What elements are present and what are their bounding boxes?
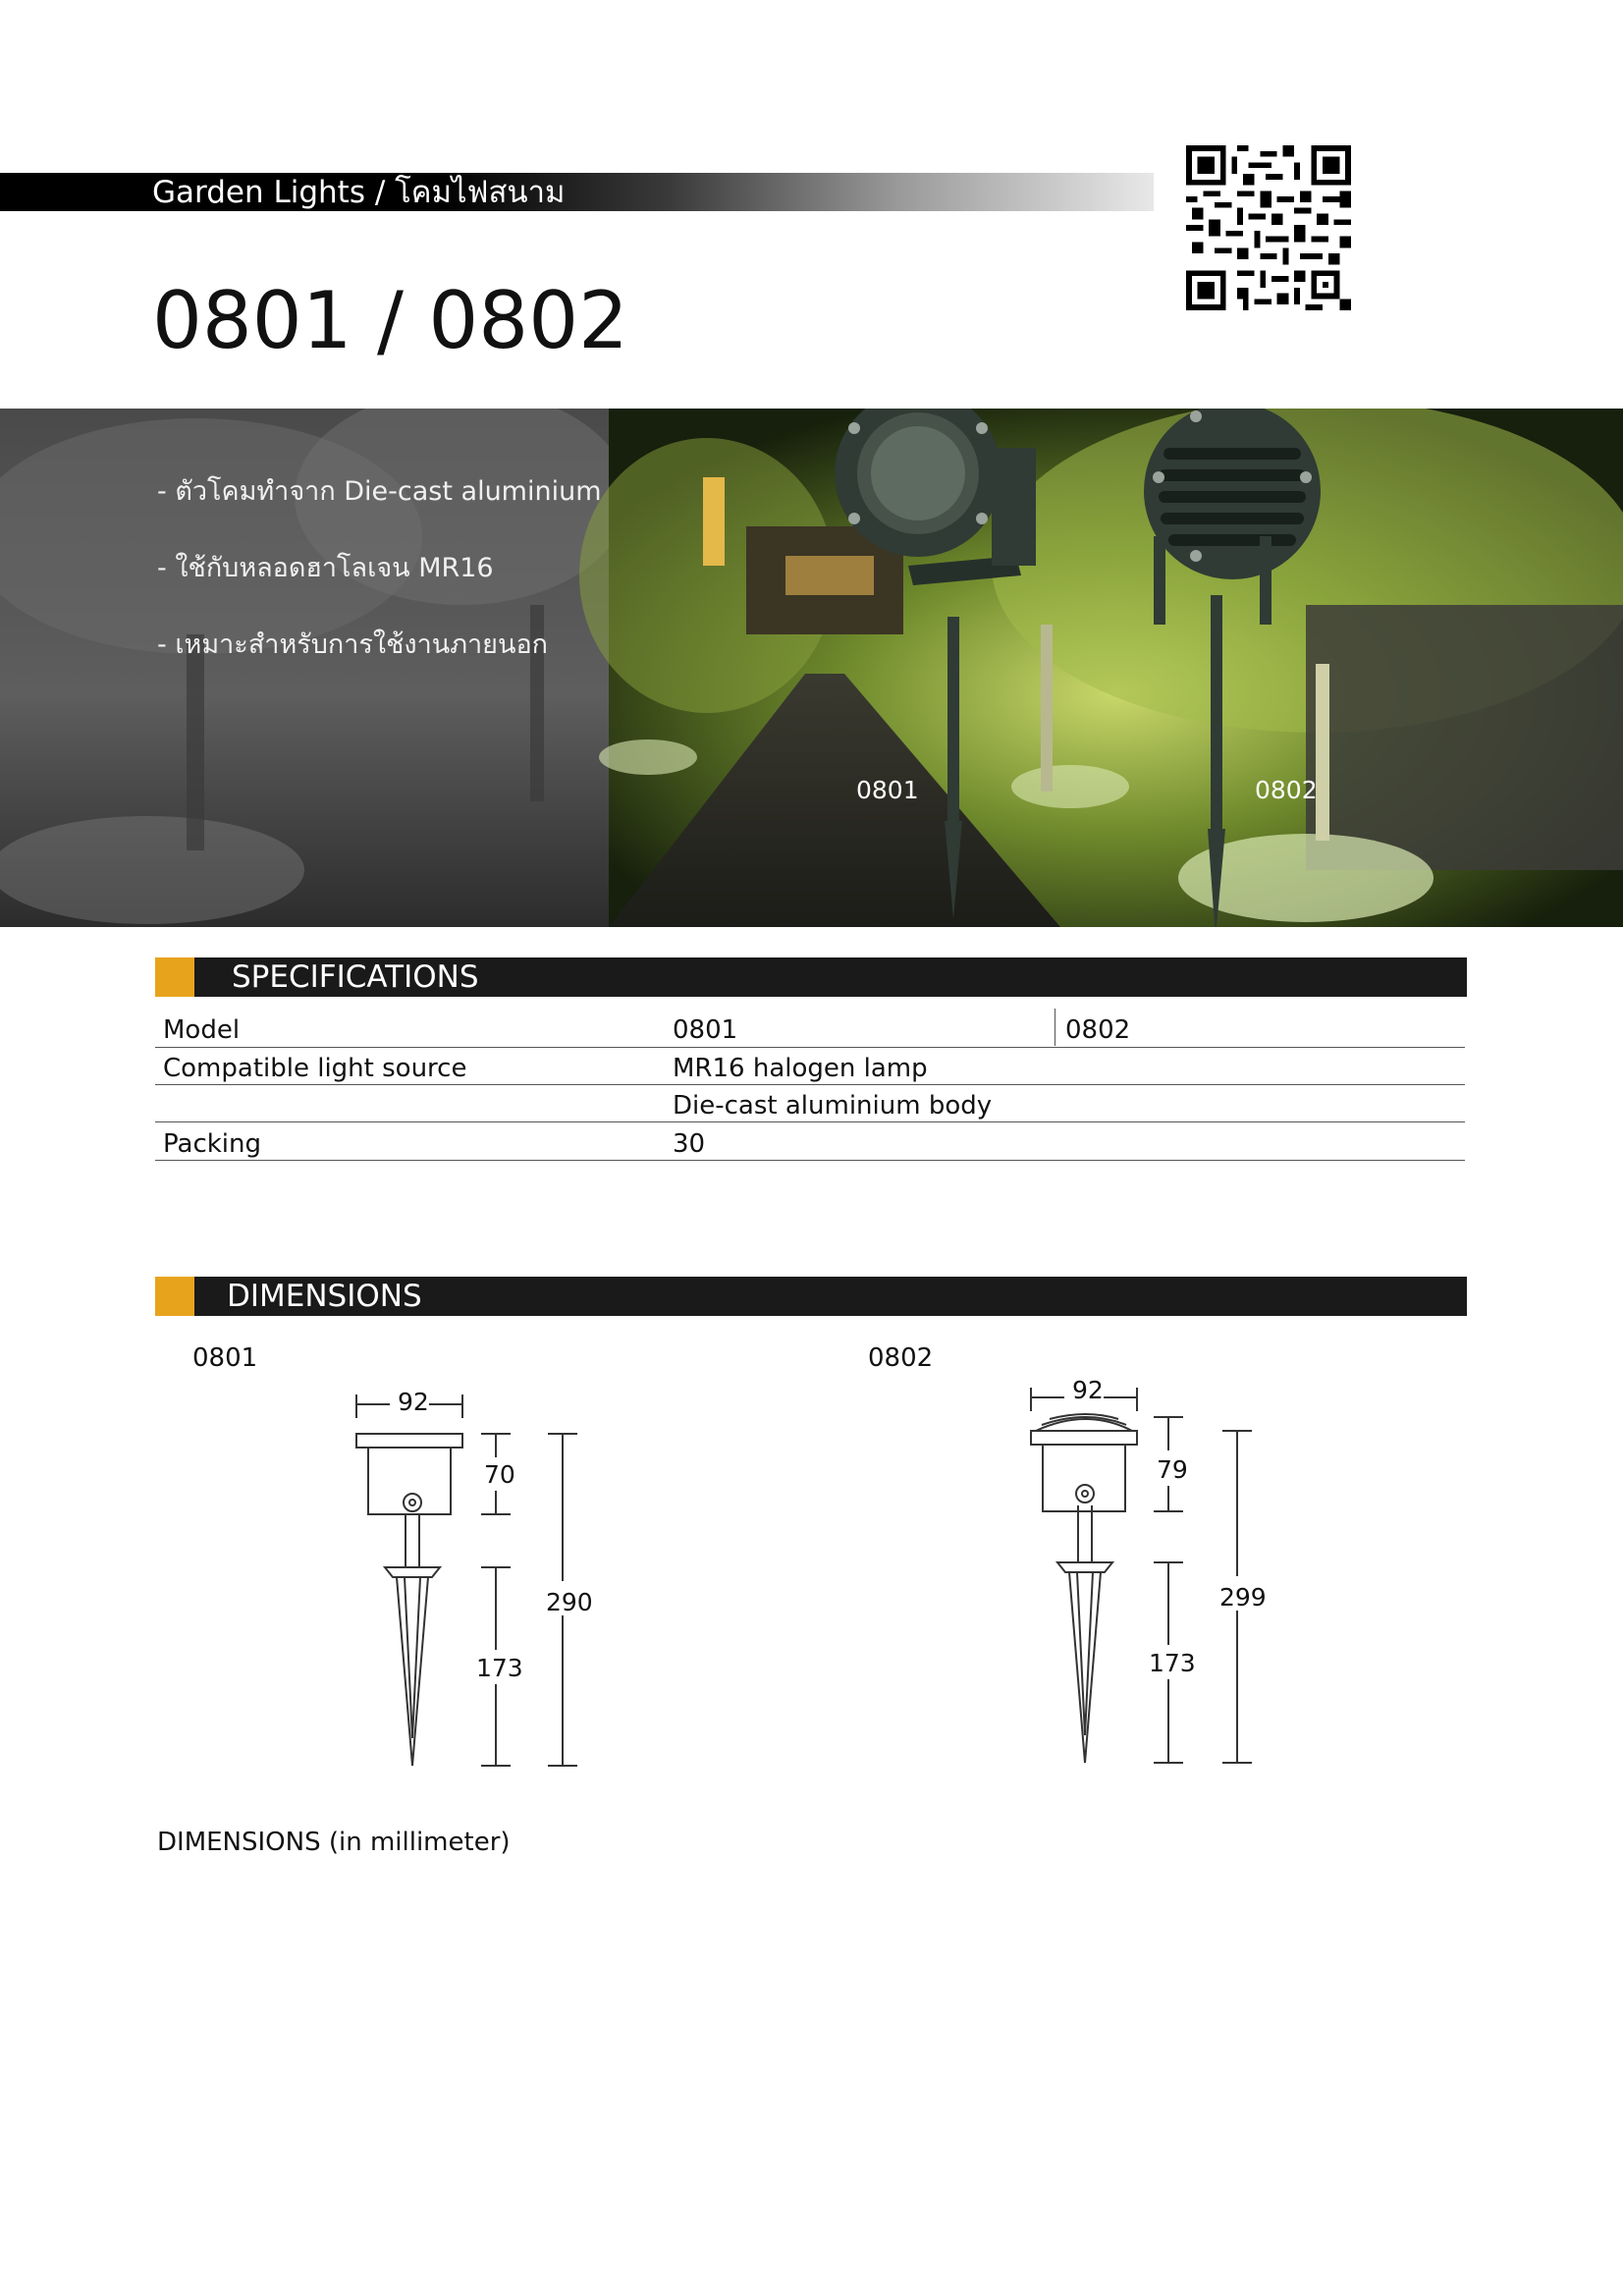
dim-0802-head: 79 — [1157, 1455, 1188, 1484]
drawing-0802 — [1008, 1370, 1283, 1782]
spec-row-divider — [155, 1160, 1465, 1161]
dim-0802-total: 299 — [1219, 1583, 1267, 1612]
dim-0802-spike: 173 — [1149, 1649, 1196, 1677]
dim-0801-head: 70 — [484, 1460, 515, 1489]
drawing-0801 — [334, 1375, 609, 1787]
feature-bullet: - เหมาะสำหรับการใช้งานภายนอก — [157, 629, 549, 660]
dimensions-accent — [155, 1277, 194, 1316]
feature-bullet: - ตัวโคมทำจาก Die-cast aluminium — [157, 476, 602, 507]
qr-code — [1186, 145, 1351, 310]
spec-value-body: Die-cast aluminium body — [673, 1091, 993, 1121]
header-title: Garden Lights / โคมไฟสนาม — [152, 175, 566, 210]
product-title: 0801 / 0802 — [152, 275, 628, 366]
feature-bullet: - ใช้กับหลอดฮาโลเจน MR16 — [157, 553, 494, 583]
spec-row-divider — [155, 1047, 1465, 1048]
spec-label-model: Model — [163, 1015, 241, 1045]
dimension-model-0802: 0802 — [868, 1343, 934, 1373]
dim-0802-width: 92 — [1072, 1376, 1104, 1404]
spec-label-packing: Packing — [163, 1129, 262, 1159]
spec-value-light-source: MR16 halogen lamp — [673, 1054, 928, 1083]
specifications-accent — [155, 957, 194, 997]
dimensions-title: DIMENSIONS — [227, 1279, 422, 1314]
specifications-title: SPECIFICATIONS — [232, 959, 479, 995]
spec-label-light-source: Compatible light source — [163, 1054, 467, 1083]
spec-value-model-0801: 0801 — [673, 1015, 738, 1045]
photo-label-0802: 0802 — [1255, 776, 1318, 804]
dimension-model-0801: 0801 — [192, 1343, 258, 1373]
dimensions-note: DIMENSIONS (in millimeter) — [157, 1828, 511, 1857]
photo-banner — [0, 409, 1623, 927]
photo-label-0801: 0801 — [856, 776, 919, 804]
dim-0801-width: 92 — [398, 1388, 429, 1416]
dim-0801-spike: 173 — [476, 1654, 523, 1682]
spec-value-model-0802: 0802 — [1065, 1015, 1131, 1045]
dim-0801-total: 290 — [546, 1588, 593, 1616]
spec-row-divider — [155, 1084, 1465, 1085]
spec-row-divider — [155, 1121, 1465, 1122]
spec-value-packing: 30 — [673, 1129, 706, 1159]
